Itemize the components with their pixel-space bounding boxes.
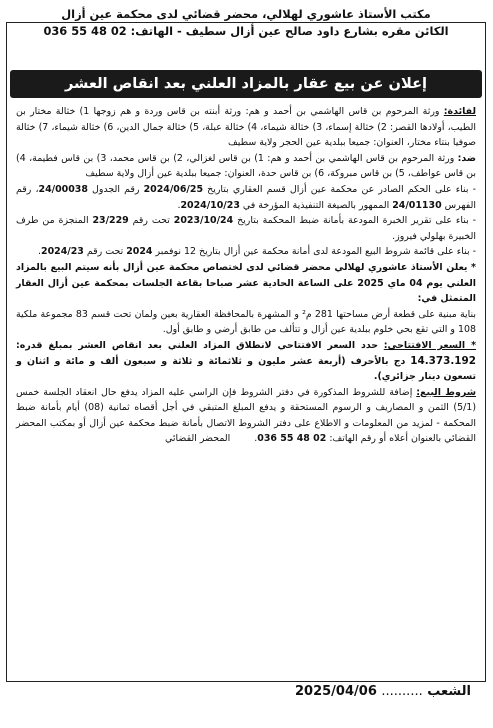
opening-price-amount: 14.373.192 <box>410 354 476 367</box>
sale-announcement-paragraph <box>16 260 476 307</box>
beneficiary-text: ورثة المرحوم بن قاس الهاشمي بن أحمد و هم: ورثة أبنته بن قاس وردة و هم زوجها 1) خثالة مختار بن الطيب، أولادها القصر: 2) خثالة إسماء، 3) خثالة شيماء، 4) خثالة عبلة، 5) خثالة جمال الدين، 6) خثالة شيماء، 7) خثالة صوفيا بنتاء مختار، العنوان: جميعا ببلدية عين الحجر ولاية سطيف <box>16 106 476 149</box>
notice-title: إعلان عن بيع عقار بالمزاد العلني بعد انقاص العشر <box>10 70 482 98</box>
sale-text-2: على الساعة الحادية عشر صباحا بقاعة الجلسات بمحكمة عين أزال العقار المتمثل في: <box>16 277 476 305</box>
judgment-text-3: ، رقم الفهرس <box>16 183 476 211</box>
expert-text-3: المنجزة من طرف الخبيرة بهلولي فيروز. <box>16 215 476 242</box>
judgment-date: 2024/06/25 <box>143 183 204 195</box>
sale-day: 04 <box>409 277 423 289</box>
judgment-text-2: رقم الجدول <box>92 183 140 195</box>
conditions-number: 2024/23 <box>41 246 84 258</box>
judgment-text-1: - بناء على الحكم الصادر عن محكمة عين أزال قسم العقاري بتاريخ <box>207 183 477 195</box>
judgment-index: 24/01130 <box>392 199 442 211</box>
footer-dots: .......... <box>381 684 423 699</box>
conditions-end: . <box>38 246 41 258</box>
opening-price-words: دج بالأحرف (أربعة عشر مليون و ثلاثمائة و ثلاثة و سبعون ألف و مائة و اثنان و تسعون دينار جزائري). <box>16 355 476 383</box>
newspaper-name: الشعب <box>427 684 471 699</box>
sale-text-1: * يعلن الأستاذ عاشوري لهلالي محضر قضائي لدى لختصاص محكمة عين أزال بأنه سيتم البيع بالمزاد العلني يوم <box>16 261 477 289</box>
opening-price-label: * السعر الافتتاحي: <box>383 339 477 351</box>
judgment-docket: 24/00038 <box>38 183 88 195</box>
publication-date: 2025/04/06 <box>295 684 377 699</box>
signature-line: المحضر القضائي <box>165 433 231 445</box>
expert-paragraph <box>16 213 476 244</box>
expert-date: 2023/10/24 <box>173 215 234 227</box>
sale-conditions-end: . <box>254 433 258 445</box>
against-label: ضد: <box>457 152 477 164</box>
against-paragraph <box>16 151 476 182</box>
office-phone: 02 48 55 036 <box>257 433 327 445</box>
expert-number: 23/229 <box>92 215 129 227</box>
expert-text-1: - بناء على تقرير الخبرة المودعة بأمانة ضبط المحكمة بتاريخ <box>237 215 477 227</box>
header-line-2: الكائن مقره بشارع داود صالح عين أزال سطيف - الهاتف: 02 48 55 036 <box>43 24 449 38</box>
beneficiary-label: لفائدة: <box>443 106 477 117</box>
header-line-1: مكتب الأستاذ عاشوري لهلالي، محضر قضائي لدى محكمة عين أزال <box>61 7 431 21</box>
sale-conditions-label: شروط البيع: <box>416 386 476 398</box>
notice-body <box>16 104 476 447</box>
judgment-end: . <box>177 199 181 211</box>
opening-price-text: حدد السعر الافتتاحي لانطلاق المزاد العلني بعد انقاص العشر بمبلغ قدره: <box>16 339 379 351</box>
sale-conditions-text: إضافة للشروط المذكورة في دفتر الشروط فإن الراسي عليه المزاد يدفع حال انعقاد الجلسة خمس (5/1) الثمن و المصاريف و الرسوم المستحقة و يدفع المبلغ المتبقي في أجل أقصاه ثمانية (08) أيام بأمانة ضبط المحكمة - لمزيد من المعلومات و الاطلاع على دفتر الشروط الاتصال بأمانة ضبط محكمة عين أزال أو بمكتب المحضر القضائي بالعنوان أعلاه أو رقم الهاتف: <box>16 386 476 445</box>
conditions-text-1: - بناء على قائمة شروط البيع المودعة لدى أمانة محكمة عين أزال بتاريخ 12 نوفمبر <box>155 246 476 258</box>
judgment-exec-date: 2024/10/23 <box>180 199 240 211</box>
beneficiary-paragraph <box>16 104 476 151</box>
conditions-list-paragraph <box>16 244 476 260</box>
conditions-text-2: تحت رقم <box>86 246 124 258</box>
expert-text-2: تحت رقم <box>132 215 170 227</box>
sale-conditions-paragraph <box>16 385 476 447</box>
publication-footer <box>295 684 471 700</box>
sale-month: ماي <box>387 277 406 289</box>
judgment-text-4: الممهور بالصيغة التنفيذية المؤرخة في <box>242 199 390 211</box>
sale-year: 2025 <box>357 277 384 289</box>
judgment-paragraph <box>16 182 476 213</box>
against-text: ورثة المرحوم بن قاس الهاشمي بن أحمد و هم: 1) بن قاس لغزالي، 2) بن قاس محمد، 3) بن قاس فطيمة، 4) بن قاس عواطف، 5) بن قاس مبروكة، 6) بن قاس حدة، العنوان: جميعا ببلدية عين أزال ولاية سطيف <box>16 152 476 180</box>
conditions-year: 2024 <box>126 246 153 258</box>
property-paragraph: بناية مبنية على قطعة أرض مساحتها 281 م² و المشهرة بالمحافظة العقارية بعين ولمان تحت قسم 83 مجموعة ملكية 108 و التي تقع بحي خلوم ببلدية عين أزال و تتألف من طابق أرضي و طابق أول. <box>16 308 477 336</box>
opening-price-paragraph <box>16 338 476 385</box>
